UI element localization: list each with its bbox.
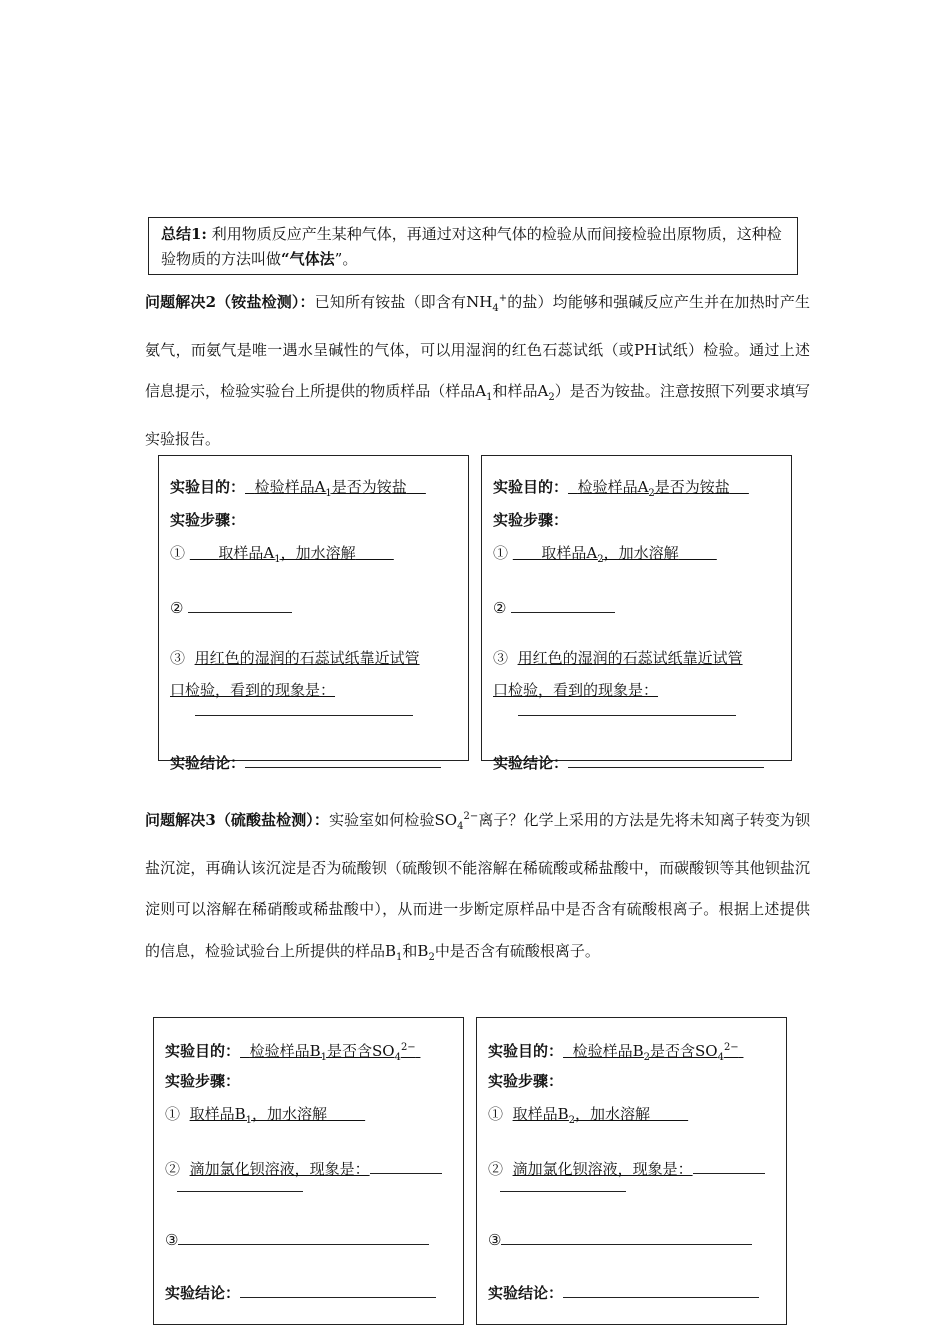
report-a2-steps-label: 实验步骤：	[493, 511, 569, 529]
step1-answer[interactable]: 取样品$A_2$，加水溶解	[541, 544, 679, 565]
step-number: ③	[165, 1231, 179, 1249]
problem3-sub: 1	[396, 951, 403, 963]
step2-answer-blank[interactable]	[370, 1157, 442, 1174]
report-a2-observation-blank[interactable]	[518, 715, 736, 716]
step-number: ①	[170, 544, 186, 562]
report-a2-purpose	[493, 477, 749, 504]
problem3-sub: 4	[457, 821, 464, 832]
step-number: ③	[488, 1231, 502, 1249]
step2-text: 滴加氯化钡溶液，现象是：	[189, 1160, 370, 1178]
summary-quote-close: ”。	[334, 250, 358, 268]
step-number: ①	[488, 1105, 504, 1123]
report-a2-step3	[493, 648, 743, 668]
report-b1-step2-blank-2[interactable]	[177, 1191, 303, 1192]
conclusion-label: 实验结论：	[488, 1284, 564, 1302]
report-a1-step3-line2: 口检验，看到的现象是：	[170, 681, 336, 699]
problem3-text: 实验室如何检验SO	[328, 811, 458, 829]
report-a1-step3	[170, 648, 420, 668]
problem2-text: ）是否为铵盐。注意按照下列要求填写实验报告。	[145, 382, 810, 448]
report-b2-step1	[488, 1104, 688, 1131]
problem2-text: 已知所有铵盐（即含有NH	[314, 293, 493, 311]
purpose-value[interactable]: 检验样品$A_2$是否为铵盐	[577, 478, 730, 499]
problem2-sub: 1	[486, 392, 493, 403]
purpose-value[interactable]: 检验样品$B_1$是否含$SO_4^{2-}$	[249, 1042, 416, 1063]
report-b2-conclusion	[488, 1281, 759, 1303]
step-number: ③	[170, 649, 186, 667]
purpose-label: 实验目的：	[165, 1042, 241, 1060]
conclusion-label: 实验结论：	[165, 1284, 241, 1302]
problem2-sub: 2	[548, 392, 555, 403]
report-a1-conclusion	[170, 751, 441, 773]
report-a2-step1	[493, 543, 717, 570]
report-b1-step3	[165, 1228, 429, 1250]
report-a1-step1	[170, 543, 394, 570]
report-b2-step3	[488, 1228, 752, 1250]
summary-quote-open: “	[281, 250, 290, 268]
step-number: ①	[493, 544, 509, 562]
report-b2-step2	[488, 1157, 765, 1179]
step-number: ②	[493, 599, 507, 617]
conclusion-label: 实验结论：	[493, 754, 569, 772]
problem2-title: 问题解决2（铵盐检测）：	[145, 293, 315, 311]
step3-line1: 用红色的湿润的石蕊试纸靠近试管	[517, 649, 743, 667]
purpose-label: 实验目的：	[493, 478, 569, 496]
problem2-text: 和样品A	[492, 382, 549, 400]
report-a1-steps-label: 实验步骤：	[170, 511, 246, 529]
report-b2-steps-label: 实验步骤：	[488, 1072, 564, 1090]
report-a1-purpose	[170, 477, 426, 504]
purpose-value[interactable]: 检验样品$A_1$是否为铵盐	[254, 478, 407, 499]
problem3-text: 中是否含有硫酸根离子。	[434, 941, 600, 960]
step-number: ②	[170, 599, 184, 617]
problem3-paragraph	[145, 796, 810, 978]
summary-term: 气体法	[289, 250, 335, 268]
step1-answer[interactable]: 取样品$A_1$，加水溶解	[218, 544, 356, 565]
problem2-text: 的盐）均能够和强碱反应产生并在加热时产生氨气，而氨气是唯一遇水呈碱性的气体，可以用湿润的红色石蕊试纸（或PH试纸）检验。通过上述信息提示，检验实验台上所提供的物质样品（样品A	[145, 293, 810, 400]
problem3-sub: 2	[428, 951, 435, 963]
report-a1-observation-blank[interactable]	[195, 715, 413, 716]
step2-text: 滴加氯化钡溶液，现象是：	[512, 1160, 693, 1178]
step-number: ②	[488, 1160, 504, 1178]
report-b1-conclusion	[165, 1281, 436, 1303]
step3-answer-blank[interactable]	[501, 1228, 752, 1245]
report-b1-steps-label: 实验步骤：	[165, 1072, 241, 1090]
step-number: ①	[165, 1105, 181, 1123]
step2-answer-blank[interactable]	[188, 596, 292, 613]
report-a2-conclusion	[493, 751, 764, 773]
conclusion-blank[interactable]	[245, 751, 441, 768]
report-b2-step2-blank-2[interactable]	[500, 1191, 626, 1192]
problem3-sup: 2−	[463, 811, 479, 822]
report-b1-step2	[165, 1157, 442, 1179]
report-a2-step2	[493, 596, 615, 618]
problem3-title: 问题解决3（硫酸盐检测）：	[145, 811, 329, 829]
problem2-sup: +	[498, 293, 508, 304]
report-a1-step2	[170, 596, 292, 618]
conclusion-blank[interactable]	[563, 1281, 759, 1298]
report-b1-purpose	[165, 1038, 420, 1068]
report-a2-step3-line2: 口检验，看到的现象是：	[493, 681, 659, 699]
problem3-text: 和B	[402, 941, 429, 960]
step3-answer-blank[interactable]	[178, 1228, 429, 1245]
step-number: ②	[165, 1160, 181, 1178]
step1-answer[interactable]: 取样品$B_2$，加水溶解	[512, 1105, 650, 1126]
conclusion-label: 实验结论：	[170, 754, 246, 772]
report-b1-step1	[165, 1104, 365, 1131]
step3-line1: 用红色的湿润的石蕊试纸靠近试管	[194, 649, 420, 667]
step1-answer[interactable]: 取样品$B_1$，加水溶解	[189, 1105, 327, 1126]
report-b2-purpose	[488, 1038, 743, 1068]
purpose-value[interactable]: 检验样品$B_2$是否含$SO_4^{2-}$	[572, 1042, 739, 1063]
problem2-paragraph	[145, 278, 810, 460]
step2-answer-blank[interactable]	[511, 596, 615, 613]
purpose-label: 实验目的：	[488, 1042, 564, 1060]
problem3-text: 离子？化学上采用的方法是先将未知离子转变为钡盐沉淀，再确认该沉淀是否为硫酸钡（硫酸钡不能溶解在稀硫酸或稀盐酸中，而碳酸钡等其他钡盐沉淀则可以溶解在稀硝酸或稀盐酸中），从而进一步断定原样品中是否含有硫酸根离子。根据上述提供的信息，检验试验台上所提供的样品B	[145, 811, 810, 960]
problem2-sub: 4	[492, 303, 499, 314]
step2-answer-blank[interactable]	[693, 1157, 765, 1174]
summary-text: 利用物质反应产生某种气体，再通过对这种气体的检验从而间接检验出原物质，这种检验物质的方法叫做	[161, 225, 782, 268]
step-number: ③	[493, 649, 509, 667]
summary-label: 总结1:	[161, 225, 207, 243]
conclusion-blank[interactable]	[568, 751, 764, 768]
purpose-label: 实验目的：	[170, 478, 246, 496]
summary-box	[148, 217, 798, 275]
conclusion-blank[interactable]	[240, 1281, 436, 1298]
